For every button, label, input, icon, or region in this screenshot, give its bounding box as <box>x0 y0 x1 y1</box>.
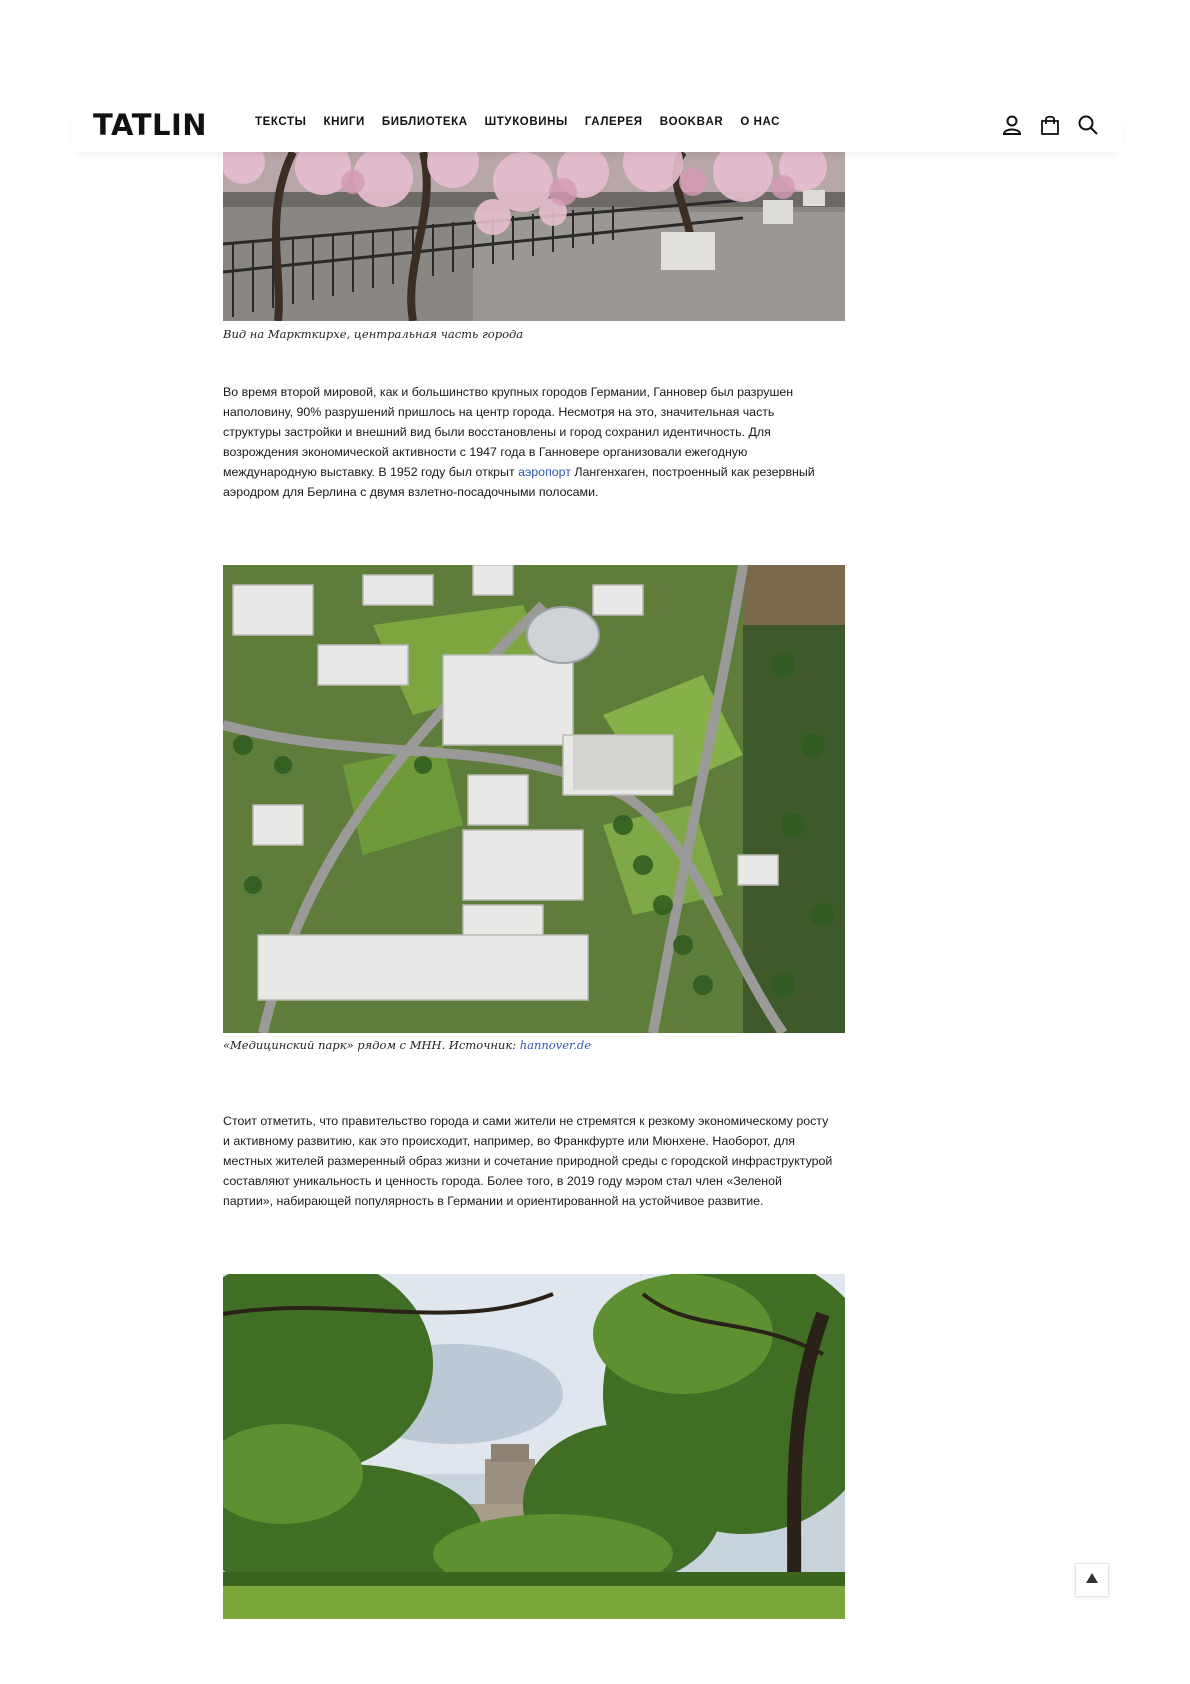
header-icons <box>1000 113 1100 137</box>
medical-park-aerial-photo <box>223 565 845 1033</box>
main-nav <box>255 116 797 128</box>
caption-medical-park <box>223 1038 591 1052</box>
arrow-up-icon <box>1085 1571 1099 1589</box>
paragraph-war-history <box>223 382 833 502</box>
caption-text: «Медицинский парк» рядом с МНН. Источник: <box>223 1038 520 1052</box>
hannover-de-link[interactable]: hannover.de <box>519 1038 592 1052</box>
paragraph-city-development: Стоит отметить, что правительство города и сами жители не стремятся к резкому экономическому росту и активному развитию, как это происходит, например, во Франкфурте или Мюнхене. Наоборот, для местных жителей размеренный образ жизни и сочетание природной среды с городской инфраструктурой составляют уникальность и ценность города. Более того, в 2019 году мэром стал член «Зеленой партии», набирающей популярность в Германии и ориентированной на устойчивое развитие. <box>223 1114 833 1208</box>
nav-item-gallery[interactable]: ГАЛЕРЕЯ <box>584 116 643 128</box>
airport-link[interactable]: аэропорт <box>518 465 571 479</box>
welfenschloss-park-photo <box>223 1274 845 1619</box>
nav-item-texts[interactable]: ТЕКСТЫ <box>255 116 307 128</box>
nav-item-things[interactable]: ШТУКОВИНЫ <box>484 116 568 128</box>
nav-item-books[interactable]: КНИГИ <box>323 116 365 128</box>
paragraph-text: Во время второй мировой, как и большинство крупных городов Германии, Ганновер был разрушен наполовину, 90% разрушений пришлось на центр города. Несмотря на это, значительная часть структуры застройки и внешний вид были восстановлены и город сохранил идентичность. Для возрождения экономической активности с 1947 года в Ганновере организовали ежегодную международную выставку. В 1952 году был открыт <box>223 385 794 479</box>
site-logo[interactable]: TATLIN <box>93 108 208 142</box>
user-icon[interactable] <box>1000 113 1024 137</box>
nav-item-bookbar[interactable]: BOOKBAR <box>659 116 724 128</box>
paragraph-text: Лангенхаген, построенный как резервный аэродром для Берлина с двумя взлетно-посадочными полосами. <box>223 465 815 499</box>
site-header <box>72 104 1122 152</box>
caption-market-church: Вид на Маркткирхе, центральная часть города <box>223 327 524 341</box>
nav-item-library[interactable]: БИБЛИОТЕКА <box>381 116 468 128</box>
scroll-to-top-button[interactable] <box>1075 1563 1109 1597</box>
shopping-bag-icon[interactable] <box>1038 113 1062 137</box>
search-icon[interactable] <box>1076 113 1100 137</box>
market-church-photo <box>223 152 845 321</box>
nav-item-about[interactable]: О НАС <box>740 116 781 128</box>
